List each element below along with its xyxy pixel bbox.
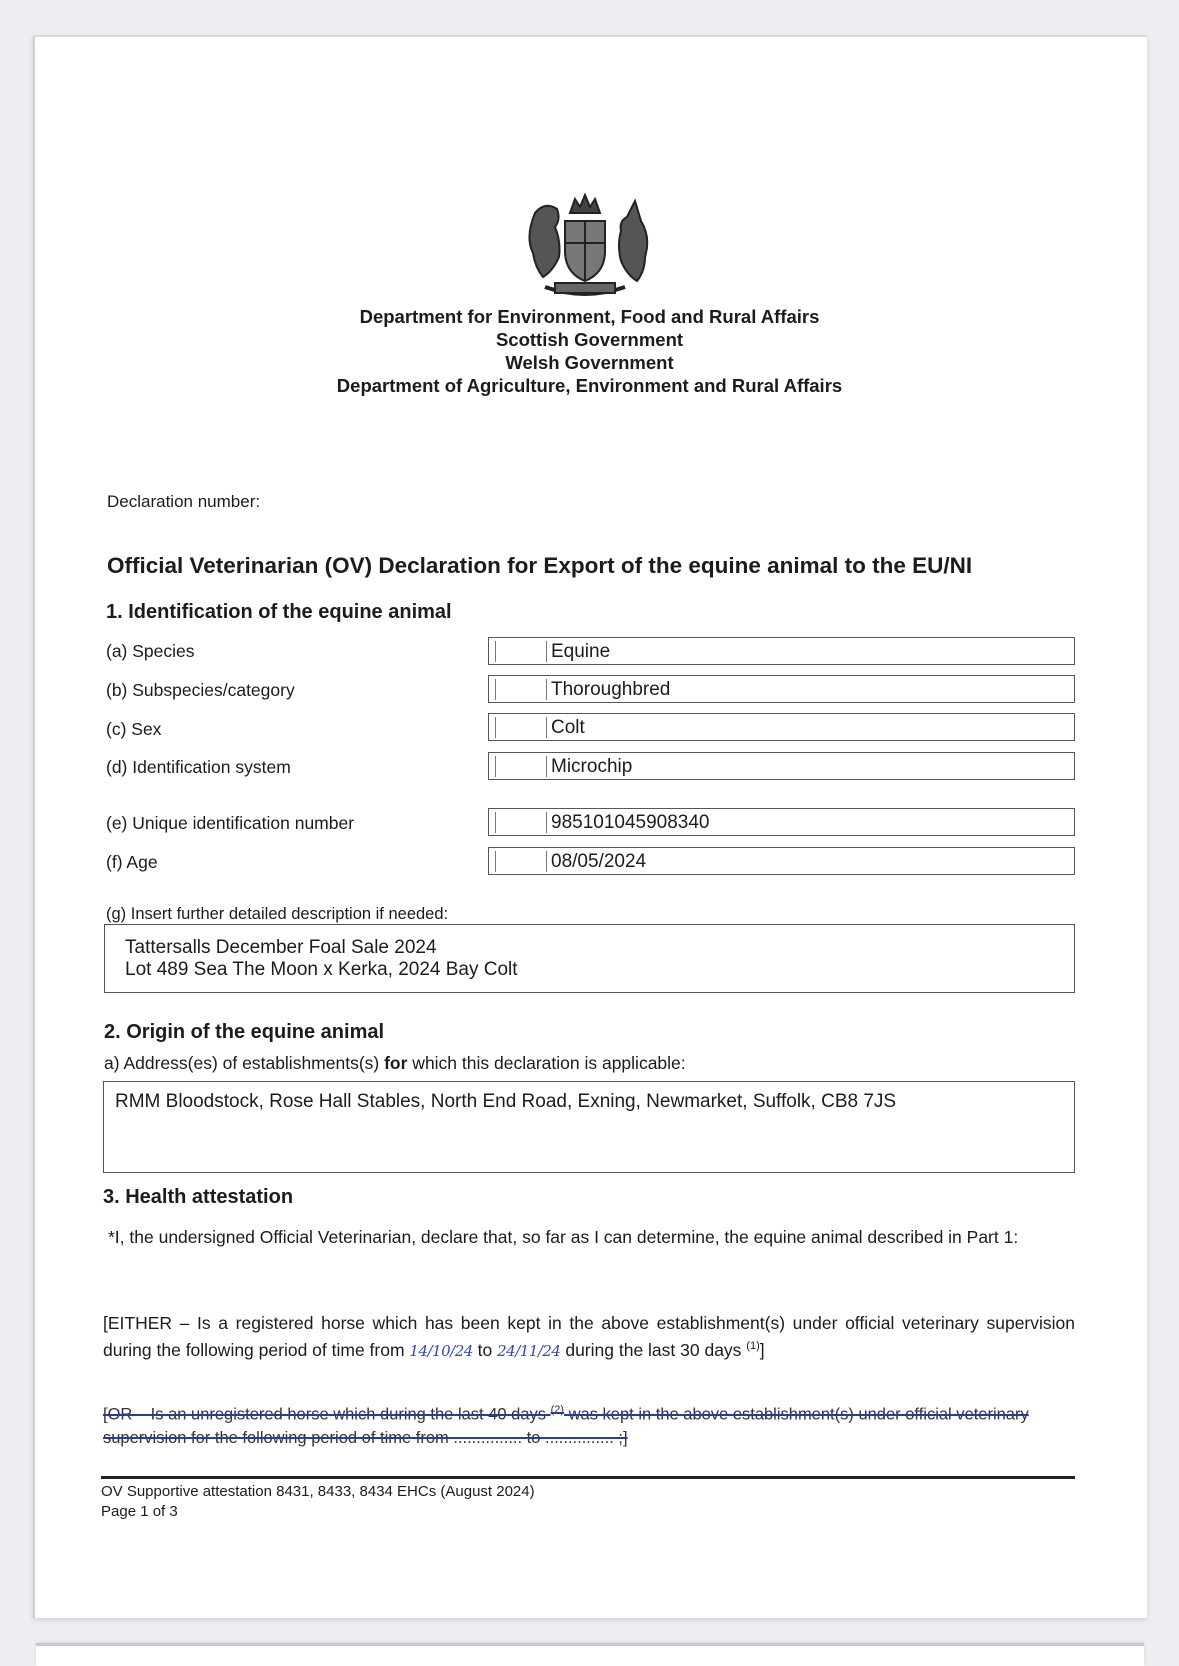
either-clause: [EITHER – Is a registered horse which has been kept in the above establishment(s) under official veterinary supervision during the following period of time from 14/10/24 to 24/11/24 during the last 30 days $^{(1)}$]	[103, 1313, 1075, 1360]
description-label: (g) Insert further detailed description if needed:	[106, 905, 449, 923]
section-3-heading: 3. Health attestation	[103, 1186, 294, 1208]
footer-reference: OV Supportive attestation 8431, 8433, 8434 EHCs (August 2024)	[101, 1483, 535, 1500]
page-number: Page 1 of 3	[101, 1503, 178, 1520]
unique-id-field[interactable]: 985101045908340	[488, 808, 1075, 836]
issuing-agencies	[0, 305, 1179, 397]
section-1-heading: 1. Identification of the equine animal	[106, 601, 452, 623]
agency-defra: Department for Environment, Food and Rural Affairs	[359, 306, 820, 327]
identification-system-field[interactable]: Microchip	[488, 752, 1075, 780]
address-box[interactable]	[103, 1081, 1075, 1173]
or-clause-struck-through: [OR – Is an unregistered horse which during the last 40 days $^{(2)}$ was kept in the above establishment(s) under official veterinary supervision for the following period of time from ............... to ............... ;]	[103, 1404, 1029, 1447]
agency-scottish-gov: Scottish Government	[495, 329, 684, 350]
unique-id-label: (e) Unique identification number	[106, 813, 355, 833]
description-line-2: Lot 489 Sea The Moon x Kerka, 2024 Bay Colt	[125, 959, 518, 980]
identification-system-label: (d) Identification system	[106, 757, 291, 777]
address-value: RMM Bloodstock, Rose Hall Stables, North End Road, Exning, Newmarket, Suffolk, CB8 7JS	[115, 1091, 897, 1112]
footer	[101, 1482, 535, 1522]
description-line-1: Tattersalls December Foal Sale 2024	[125, 937, 437, 958]
age-field[interactable]: 08/05/2024	[488, 847, 1075, 875]
document-title: Official Veterinarian (OV) Declaration for Export of the equine animal to the EU/NI	[107, 553, 973, 578]
royal-coat-of-arms-icon	[515, 183, 655, 303]
section-2-heading: 2. Origin of the equine animal	[104, 1021, 385, 1043]
description-box[interactable]	[104, 924, 1075, 993]
age-label: (f) Age	[106, 852, 158, 872]
species-label: (a) Species	[106, 641, 195, 661]
address-label: a) Address(es) of establishments(s) for which this declaration is applicable:	[104, 1053, 686, 1073]
agency-welsh-gov: Welsh Government	[505, 352, 674, 373]
next-document-page	[36, 1643, 1144, 1666]
sex-field[interactable]: Colt	[488, 713, 1075, 741]
attestation-intro: *I, the undersigned Official Veterinarian, declare that, so far as I can determine, the equine animal described in Part 1:	[108, 1227, 1019, 1247]
footer-rule	[101, 1476, 1075, 1479]
sex-label: (c) Sex	[106, 719, 162, 739]
subspecies-field[interactable]: Thoroughbred	[488, 675, 1075, 703]
subspecies-label: (b) Subspecies/category	[106, 680, 295, 700]
species-field[interactable]: Equine	[488, 637, 1075, 665]
declaration-number-label: Declaration number:	[107, 492, 261, 511]
either-from-date: 14/10/24	[409, 1341, 473, 1360]
either-to-date: 24/11/24	[497, 1341, 561, 1360]
agency-daera: Department of Agriculture, Environment and Rural Affairs	[336, 375, 843, 396]
